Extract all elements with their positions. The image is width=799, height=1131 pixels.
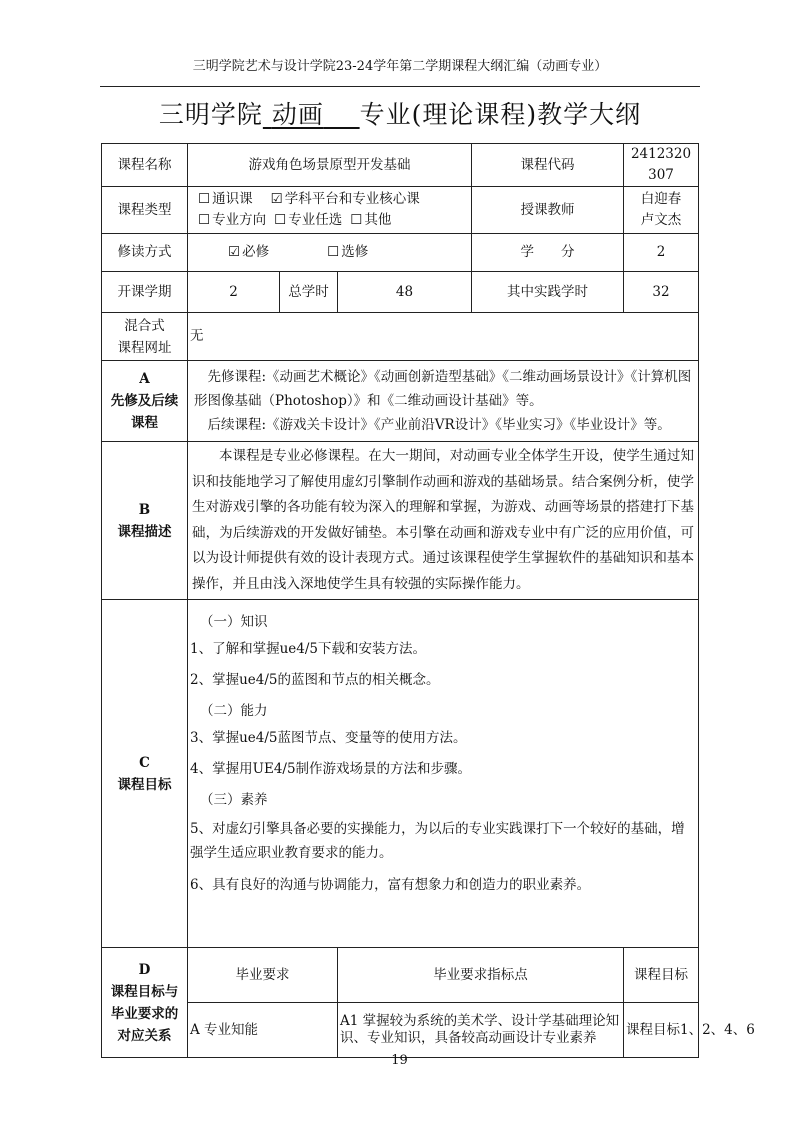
page-number: 19 xyxy=(391,1053,408,1068)
row-section-b xyxy=(102,442,699,600)
course-code-line2: 307 xyxy=(648,167,674,183)
type-option-core[interactable]: ☑ 学科平台和专业核心课 xyxy=(271,191,420,207)
course-code-value xyxy=(624,144,699,187)
row-section-a xyxy=(102,361,699,442)
semester-label: 开课学期 xyxy=(102,272,188,313)
goal-2: 2、掌握ue4/5的蓝图和节点的相关概念。 xyxy=(190,672,440,688)
goal-5: 5、对虚幻引擎具备必要的实操能力，为以后的专业实践课打下一个较好的基础，增强学生适应职业教育要求的能力。 xyxy=(190,821,685,861)
goals-section-literacy: （三）素养 xyxy=(200,792,268,808)
title-major: 动画 xyxy=(271,100,324,129)
semester-value: 2 xyxy=(188,272,280,313)
type-option-other[interactable]: ☐ 其他 xyxy=(350,212,391,228)
header-rule xyxy=(100,86,700,87)
goals-section-ability: （二）能力 xyxy=(200,703,268,719)
goal-1: 1、了解和掌握ue4/5下载和安装方法。 xyxy=(190,641,426,657)
goal-4: 4、掌握用UE4/5制作游戏场景的方法和步骤。 xyxy=(190,761,472,777)
header-graduation-requirement: 毕业要求 xyxy=(188,948,338,1003)
section-a-content xyxy=(188,361,699,442)
mapped-course-goals: 课程目标1、2、4、6 xyxy=(624,1003,699,1058)
course-type-options xyxy=(188,187,472,234)
teacher-label: 授课教师 xyxy=(472,187,624,234)
type-option-general[interactable]: ☐ 通识课 xyxy=(198,191,253,207)
row-section-d-header xyxy=(102,948,699,1003)
study-mode-options xyxy=(188,234,472,272)
mode-option-required[interactable]: ☑ 必修 xyxy=(228,244,269,260)
row-mixed-course xyxy=(102,313,699,361)
hours-value: 48 xyxy=(338,272,472,313)
goals-section-knowledge: （一）知识 xyxy=(200,614,268,630)
course-type-label: 课程类型 xyxy=(102,187,188,234)
course-code-label: 课程代码 xyxy=(472,144,624,187)
teacher-2: 卢文杰 xyxy=(640,212,682,228)
credit-value: 2 xyxy=(624,234,699,272)
prerequisite-courses: 先修课程:《动画艺术概论》《动画创新造型基础》《二维动画场景设计》《计算机图形图像基础（Photoshop）》和《二维动画设计基础》等。 xyxy=(194,369,692,409)
course-code-line1: 2412320 xyxy=(630,146,692,162)
section-c-label: C 课程目标 xyxy=(102,600,188,948)
follow-up-courses: 后续课程:《游戏关卡设计》《产业前沿VR设计》《毕业实习》《毕业设计》等。 xyxy=(207,417,671,433)
type-option-direction[interactable]: ☐ 专业方向 xyxy=(198,212,266,228)
running-header: 三明学院艺术与设计学院23-24学年第二学期课程大纲汇编（动画专业） xyxy=(192,59,608,74)
course-name-value: 游戏角色场景原型开发基础 xyxy=(188,144,472,187)
syllabus-table xyxy=(101,143,755,1058)
header-course-goal: 课程目标 xyxy=(624,948,699,1003)
section-d-label: D 课程目标与 毕业要求的 对应关系 xyxy=(102,948,188,1058)
title-prefix: 三明学院 xyxy=(158,100,263,129)
teacher-1: 白迎春 xyxy=(640,191,682,207)
title-suffix: 专业(理论课程)教学大纲 xyxy=(359,100,642,129)
mode-option-elective[interactable]: ☐ 选修 xyxy=(327,244,368,260)
course-name-label: 课程名称 xyxy=(102,144,188,187)
unchecked-box-icon: ☐ xyxy=(198,191,211,207)
mixed-course-value: 无 xyxy=(188,313,699,361)
goal-6: 6、具有良好的沟通与协调能力，富有想象力和创造力的职业素养。 xyxy=(190,877,591,893)
header-requirement-indicator: 毕业要求指标点 xyxy=(338,948,624,1003)
document-title xyxy=(100,95,700,131)
section-a-label: A 先修及后续 课程 xyxy=(102,361,188,442)
course-description: 本课程是专业必修课程。在大一期间，对动画专业全体学生开设，使学生通过知识和技能地学习了解使用虚幻引擎制作动画和游戏的基础场景。结合案例分析，使学生对游戏引擎的各功能有较为深入的理解和掌握，为游戏、动画等场景的搭建打下基础，为后续游戏的开发做好铺垫。本引擎在动画和游戏专业中有广泛的应用价值，可以为设计师提供有效的设计表现方式。通过该课程使学生掌握软件的基础知识和基本操作，并且由浅入深地使学生具有较强的实际操作能力。 xyxy=(188,442,699,600)
requirement-indicator: A1 掌握较为系统的美术学、设计学基础理论知识、专业知识，具备较高动画设计专业素养 xyxy=(338,1003,624,1058)
practice-hours-label: 其中实践学时 xyxy=(472,272,624,313)
checked-box-icon: ☑ xyxy=(228,244,241,260)
type-option-elective[interactable]: ☐ 专业任选 xyxy=(274,212,342,228)
hours-label: 总学时 xyxy=(280,272,338,313)
unchecked-box-icon: ☐ xyxy=(350,212,363,228)
practice-hours-value: 32 xyxy=(624,272,699,313)
unchecked-box-icon: ☐ xyxy=(327,244,340,260)
row-semester xyxy=(102,272,699,313)
unchecked-box-icon: ☐ xyxy=(198,212,211,228)
credit-label: 学 分 xyxy=(472,234,624,272)
section-b-label: B 课程描述 xyxy=(102,442,188,600)
row-section-c xyxy=(102,600,699,948)
mixed-course-label: 混合式 课程网址 xyxy=(102,313,188,361)
row-course-name xyxy=(102,144,699,187)
goal-3: 3、掌握ue4/5蓝图节点、变量等的使用方法。 xyxy=(190,730,467,746)
row-section-d-1 xyxy=(102,1003,699,1058)
course-goals xyxy=(188,600,699,948)
row-course-type xyxy=(102,187,699,234)
teacher-value xyxy=(624,187,699,234)
unchecked-box-icon: ☐ xyxy=(274,212,287,228)
study-mode-label: 修读方式 xyxy=(102,234,188,272)
graduation-requirement: A 专业知能 xyxy=(188,1003,338,1058)
row-study-mode xyxy=(102,234,699,272)
checked-box-icon: ☑ xyxy=(270,191,283,207)
